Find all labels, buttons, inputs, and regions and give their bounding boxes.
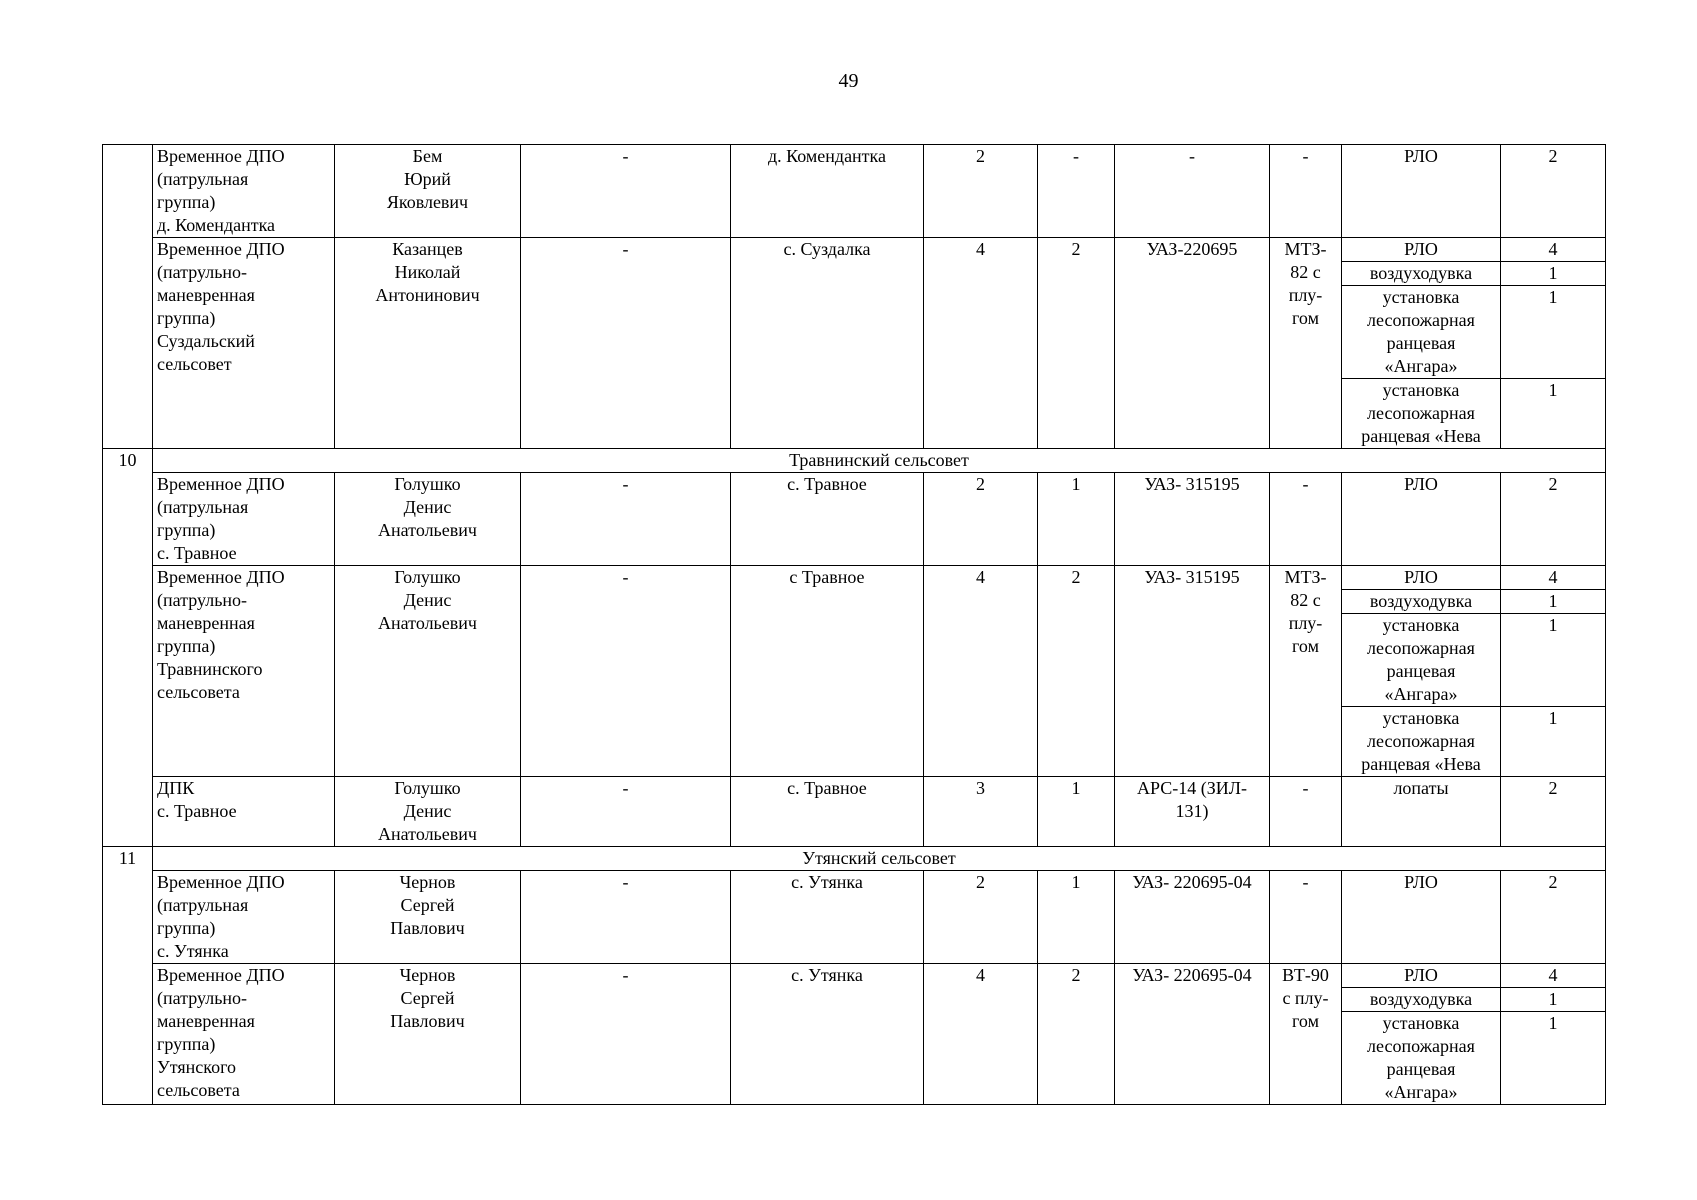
unit-head-cell bbox=[335, 964, 521, 1105]
unit-car-cell bbox=[1115, 238, 1270, 449]
cell-line: Анатольевич bbox=[378, 824, 477, 844]
unit-vehicles-cell: 1 bbox=[1038, 777, 1115, 847]
cell-line: установка bbox=[1382, 380, 1460, 400]
equipment-name-cell bbox=[1342, 566, 1501, 590]
cell-line: - bbox=[1302, 146, 1309, 166]
cell-line: МТЗ- bbox=[1284, 239, 1327, 259]
cell-line: лесопожарная bbox=[1367, 403, 1475, 423]
table-row bbox=[103, 145, 1606, 238]
cell-line: группа) bbox=[157, 520, 216, 540]
unit-name-cell bbox=[153, 145, 335, 238]
cell-line: (патрульная bbox=[157, 169, 249, 189]
cell-line: Временное ДПО bbox=[157, 872, 285, 892]
cell-line: гом bbox=[1292, 636, 1319, 656]
cell-line: - bbox=[1302, 872, 1309, 892]
cell-line: 82 с bbox=[1290, 590, 1321, 610]
cell-line: УАЗ-220695 bbox=[1146, 239, 1238, 259]
section-title: Травнинский сельсовет bbox=[153, 449, 1606, 473]
cell-line: с плу- bbox=[1282, 988, 1329, 1008]
cell-line: группа) bbox=[157, 636, 216, 656]
cell-line: ДПК bbox=[157, 778, 195, 798]
cell-line: ранцевая bbox=[1386, 333, 1456, 353]
unit-vehicles-cell: 1 bbox=[1038, 871, 1115, 964]
unit-head-cell bbox=[335, 238, 521, 449]
cell-line: лопаты bbox=[1393, 778, 1449, 798]
unit-head-cell bbox=[335, 777, 521, 847]
section-number-cell: 11 bbox=[103, 847, 153, 1105]
unit-car-cell bbox=[1115, 566, 1270, 777]
cell-line: ранцевая bbox=[1386, 661, 1456, 681]
cell-line: Голушко bbox=[394, 474, 461, 494]
cell-line: Денис bbox=[403, 801, 452, 821]
unit-people-cell: 3 bbox=[924, 777, 1038, 847]
cell-line: - bbox=[1302, 474, 1309, 494]
cell-line: Временное ДПО bbox=[157, 965, 285, 985]
equipment-name-cell bbox=[1342, 473, 1501, 566]
cell-line: Временное ДПО bbox=[157, 474, 285, 494]
cell-line: Чернов bbox=[399, 872, 456, 892]
unit-col3-cell: - bbox=[521, 777, 731, 847]
cell-line: ранцевая bbox=[1386, 1059, 1456, 1079]
table-row bbox=[103, 566, 1606, 590]
unit-location-cell: с Травное bbox=[731, 566, 924, 777]
equipment-name-cell bbox=[1342, 262, 1501, 286]
cell-line: Юрий bbox=[404, 169, 451, 189]
cell-line: Бем bbox=[412, 146, 443, 166]
equipment-name-cell bbox=[1342, 707, 1501, 777]
equipment-name-cell bbox=[1342, 1012, 1501, 1105]
cell-line: АРС-14 (ЗИЛ- bbox=[1137, 778, 1247, 798]
cell-line: Временное ДПО bbox=[157, 239, 285, 259]
unit-name-cell bbox=[153, 238, 335, 449]
cell-line: «Ангара» bbox=[1384, 1082, 1458, 1102]
cell-line: маневренная bbox=[157, 285, 255, 305]
equipment-qty-cell: 1 bbox=[1501, 1012, 1606, 1105]
unit-tractor-cell bbox=[1270, 964, 1342, 1105]
unit-vehicles-cell: 2 bbox=[1038, 566, 1115, 777]
dpo-table bbox=[102, 144, 1606, 1105]
cell-line: Казанцев bbox=[392, 239, 463, 259]
unit-location-cell: с. Травное bbox=[731, 473, 924, 566]
cell-line: плу- bbox=[1288, 613, 1323, 633]
cell-line: группа) bbox=[157, 308, 216, 328]
cell-line: УАЗ- 315195 bbox=[1144, 567, 1240, 587]
unit-name-cell bbox=[153, 566, 335, 777]
cell-line: УАЗ- 315195 bbox=[1144, 474, 1240, 494]
cell-line: воздуходувка bbox=[1369, 989, 1473, 1009]
cell-line: (патрульная bbox=[157, 895, 249, 915]
equipment-qty-cell: 2 bbox=[1501, 777, 1606, 847]
table-row bbox=[103, 777, 1606, 847]
cell-line: РЛО bbox=[1404, 239, 1438, 259]
cell-line: Николай bbox=[394, 262, 461, 282]
cell-line: МТЗ- bbox=[1284, 567, 1327, 587]
cell-line: Травнинского bbox=[157, 659, 263, 679]
cell-line: ранцевая «Нева bbox=[1361, 754, 1481, 774]
unit-head-cell bbox=[335, 871, 521, 964]
equipment-name-cell bbox=[1342, 964, 1501, 988]
cell-line: «Ангара» bbox=[1384, 684, 1458, 704]
unit-people-cell: 2 bbox=[924, 145, 1038, 238]
cell-line: маневренная bbox=[157, 1011, 255, 1031]
unit-tractor-cell bbox=[1270, 238, 1342, 449]
cell-line: Денис bbox=[403, 497, 452, 517]
unit-people-cell: 4 bbox=[924, 964, 1038, 1105]
cell-line: с. Травное bbox=[157, 801, 237, 821]
unit-people-cell: 4 bbox=[924, 238, 1038, 449]
cell-line: Чернов bbox=[399, 965, 456, 985]
cell-line: ВТ-90 bbox=[1282, 965, 1329, 985]
equipment-name-cell bbox=[1342, 145, 1501, 238]
cell-line: Анатольевич bbox=[378, 613, 477, 633]
cell-line: установка bbox=[1382, 1013, 1460, 1033]
equipment-qty-cell: 2 bbox=[1501, 871, 1606, 964]
section-title: Утянский сельсовет bbox=[153, 847, 1606, 871]
cell-line: (патрульно- bbox=[157, 590, 248, 610]
cell-line: РЛО bbox=[1404, 965, 1438, 985]
table-row bbox=[103, 238, 1606, 262]
equipment-qty-cell: 1 bbox=[1501, 614, 1606, 707]
unit-tractor-cell bbox=[1270, 473, 1342, 566]
equipment-qty-cell: 1 bbox=[1501, 286, 1606, 379]
cell-line: группа) bbox=[157, 192, 216, 212]
cell-line: сельсовета bbox=[157, 1080, 240, 1100]
cell-line: «Ангара» bbox=[1384, 356, 1458, 376]
unit-vehicles-cell: 2 bbox=[1038, 238, 1115, 449]
unit-location-cell: с. Суздалка bbox=[731, 238, 924, 449]
cell-line: РЛО bbox=[1404, 872, 1438, 892]
section-number-cell: 10 bbox=[103, 449, 153, 847]
cell-line: (патрульно- bbox=[157, 262, 248, 282]
cell-line: Сергей bbox=[400, 988, 455, 1008]
equipment-name-cell bbox=[1342, 238, 1501, 262]
cell-line: установка bbox=[1382, 615, 1460, 635]
equipment-name-cell bbox=[1342, 286, 1501, 379]
cell-line: Павлович bbox=[390, 1011, 465, 1031]
unit-col3-cell: - bbox=[521, 473, 731, 566]
unit-people-cell: 4 bbox=[924, 566, 1038, 777]
cell-line: лесопожарная bbox=[1367, 731, 1475, 751]
equipment-name-cell bbox=[1342, 988, 1501, 1012]
unit-col3-cell: - bbox=[521, 238, 731, 449]
cell-line: 82 с bbox=[1290, 262, 1321, 282]
unit-car-cell bbox=[1115, 473, 1270, 566]
unit-vehicles-cell: 2 bbox=[1038, 964, 1115, 1105]
cell-line: сельсовет bbox=[157, 354, 232, 374]
section-header-row bbox=[103, 847, 1606, 871]
cell-line: - bbox=[1189, 146, 1195, 166]
cell-line: - bbox=[1302, 778, 1309, 798]
cell-line: лесопожарная bbox=[1367, 638, 1475, 658]
unit-vehicles-cell: - bbox=[1038, 145, 1115, 238]
equipment-name-cell bbox=[1342, 871, 1501, 964]
cell-line: Яковлевич bbox=[386, 192, 469, 212]
unit-name-cell bbox=[153, 777, 335, 847]
equipment-name-cell bbox=[1342, 777, 1501, 847]
cell-line: 131) bbox=[1175, 801, 1209, 821]
equipment-qty-cell: 4 bbox=[1501, 238, 1606, 262]
cell-line: Денис bbox=[403, 590, 452, 610]
unit-name-cell bbox=[153, 871, 335, 964]
cell-line: гом bbox=[1292, 1011, 1319, 1031]
unit-tractor-cell bbox=[1270, 566, 1342, 777]
cell-line: установка bbox=[1382, 287, 1460, 307]
cell-line: с. Травное bbox=[157, 543, 237, 563]
unit-location-cell: с. Утянка bbox=[731, 964, 924, 1105]
unit-location-cell: с. Утянка bbox=[731, 871, 924, 964]
unit-col3-cell: - bbox=[521, 871, 731, 964]
unit-col3-cell: - bbox=[521, 145, 731, 238]
cell-line: Голушко bbox=[394, 567, 461, 587]
equipment-qty-cell: 1 bbox=[1501, 707, 1606, 777]
equipment-qty-cell: 1 bbox=[1501, 590, 1606, 614]
cell-line: УАЗ- 220695-04 bbox=[1132, 965, 1252, 985]
unit-car-cell bbox=[1115, 777, 1270, 847]
unit-tractor-cell bbox=[1270, 871, 1342, 964]
cell-line: д. Комендантка bbox=[157, 215, 276, 235]
cell-line: Антонинович bbox=[375, 285, 480, 305]
unit-location-cell: с. Травное bbox=[731, 777, 924, 847]
unit-people-cell: 2 bbox=[924, 473, 1038, 566]
unit-car-cell bbox=[1115, 871, 1270, 964]
equipment-name-cell bbox=[1342, 379, 1501, 449]
cell-line: воздуходувка bbox=[1369, 263, 1473, 283]
cell-line: установка bbox=[1382, 708, 1460, 728]
cell-line: с. Утянка bbox=[157, 941, 229, 961]
cell-line: сельсовета bbox=[157, 682, 240, 702]
equipment-qty-cell: 2 bbox=[1501, 473, 1606, 566]
equipment-name-cell bbox=[1342, 590, 1501, 614]
unit-location-cell: д. Комендантка bbox=[731, 145, 924, 238]
table-row bbox=[103, 473, 1606, 566]
unit-vehicles-cell: 1 bbox=[1038, 473, 1115, 566]
cell-line: плу- bbox=[1288, 285, 1323, 305]
table-body bbox=[103, 145, 1606, 1105]
cell-line: лесопожарная bbox=[1367, 1036, 1475, 1056]
cell-line: РЛО bbox=[1404, 567, 1438, 587]
cell-line: Суздальский bbox=[157, 331, 255, 351]
equipment-qty-cell: 1 bbox=[1501, 988, 1606, 1012]
cell-line: РЛО bbox=[1404, 146, 1438, 166]
cell-line: ранцевая «Нева bbox=[1361, 426, 1481, 446]
unit-name-cell bbox=[153, 473, 335, 566]
cell-line: лесопожарная bbox=[1367, 310, 1475, 330]
unit-car-cell bbox=[1115, 964, 1270, 1105]
unit-col3-cell: - bbox=[521, 566, 731, 777]
cell-line: Павлович bbox=[390, 918, 465, 938]
cell-line: воздуходувка bbox=[1369, 591, 1473, 611]
unit-tractor-cell bbox=[1270, 145, 1342, 238]
equipment-qty-cell: 1 bbox=[1501, 262, 1606, 286]
cell-line: (патрульная bbox=[157, 497, 249, 517]
equipment-qty-cell: 4 bbox=[1501, 964, 1606, 988]
cell-line: Временное ДПО bbox=[157, 146, 285, 166]
unit-head-cell bbox=[335, 473, 521, 566]
unit-people-cell: 2 bbox=[924, 871, 1038, 964]
unit-head-cell bbox=[335, 145, 521, 238]
equipment-name-cell bbox=[1342, 614, 1501, 707]
table-row bbox=[103, 871, 1606, 964]
equipment-qty-cell: 2 bbox=[1501, 145, 1606, 238]
unit-head-cell bbox=[335, 566, 521, 777]
cell-line: Сергей bbox=[400, 895, 455, 915]
cell-line: группа) bbox=[157, 918, 216, 938]
cell-line: гом bbox=[1292, 308, 1319, 328]
cell-line: Временное ДПО bbox=[157, 567, 285, 587]
page-number: 49 bbox=[838, 70, 859, 92]
equipment-qty-cell: 4 bbox=[1501, 566, 1606, 590]
section-header-row bbox=[103, 449, 1606, 473]
equipment-qty-cell: 1 bbox=[1501, 379, 1606, 449]
section-number-cell bbox=[103, 145, 153, 449]
cell-line: Утянского bbox=[157, 1057, 237, 1077]
cell-line: группа) bbox=[157, 1034, 216, 1054]
cell-line: Голушко bbox=[394, 778, 461, 798]
cell-line: маневренная bbox=[157, 613, 255, 633]
cell-line: (патрульно- bbox=[157, 988, 248, 1008]
cell-line: УАЗ- 220695-04 bbox=[1132, 872, 1252, 892]
unit-tractor-cell bbox=[1270, 777, 1342, 847]
cell-line: Анатольевич bbox=[378, 520, 477, 540]
cell-line: РЛО bbox=[1404, 474, 1438, 494]
unit-car-cell bbox=[1115, 145, 1270, 238]
unit-name-cell bbox=[153, 964, 335, 1105]
table-row bbox=[103, 964, 1606, 988]
unit-col3-cell: - bbox=[521, 964, 731, 1105]
